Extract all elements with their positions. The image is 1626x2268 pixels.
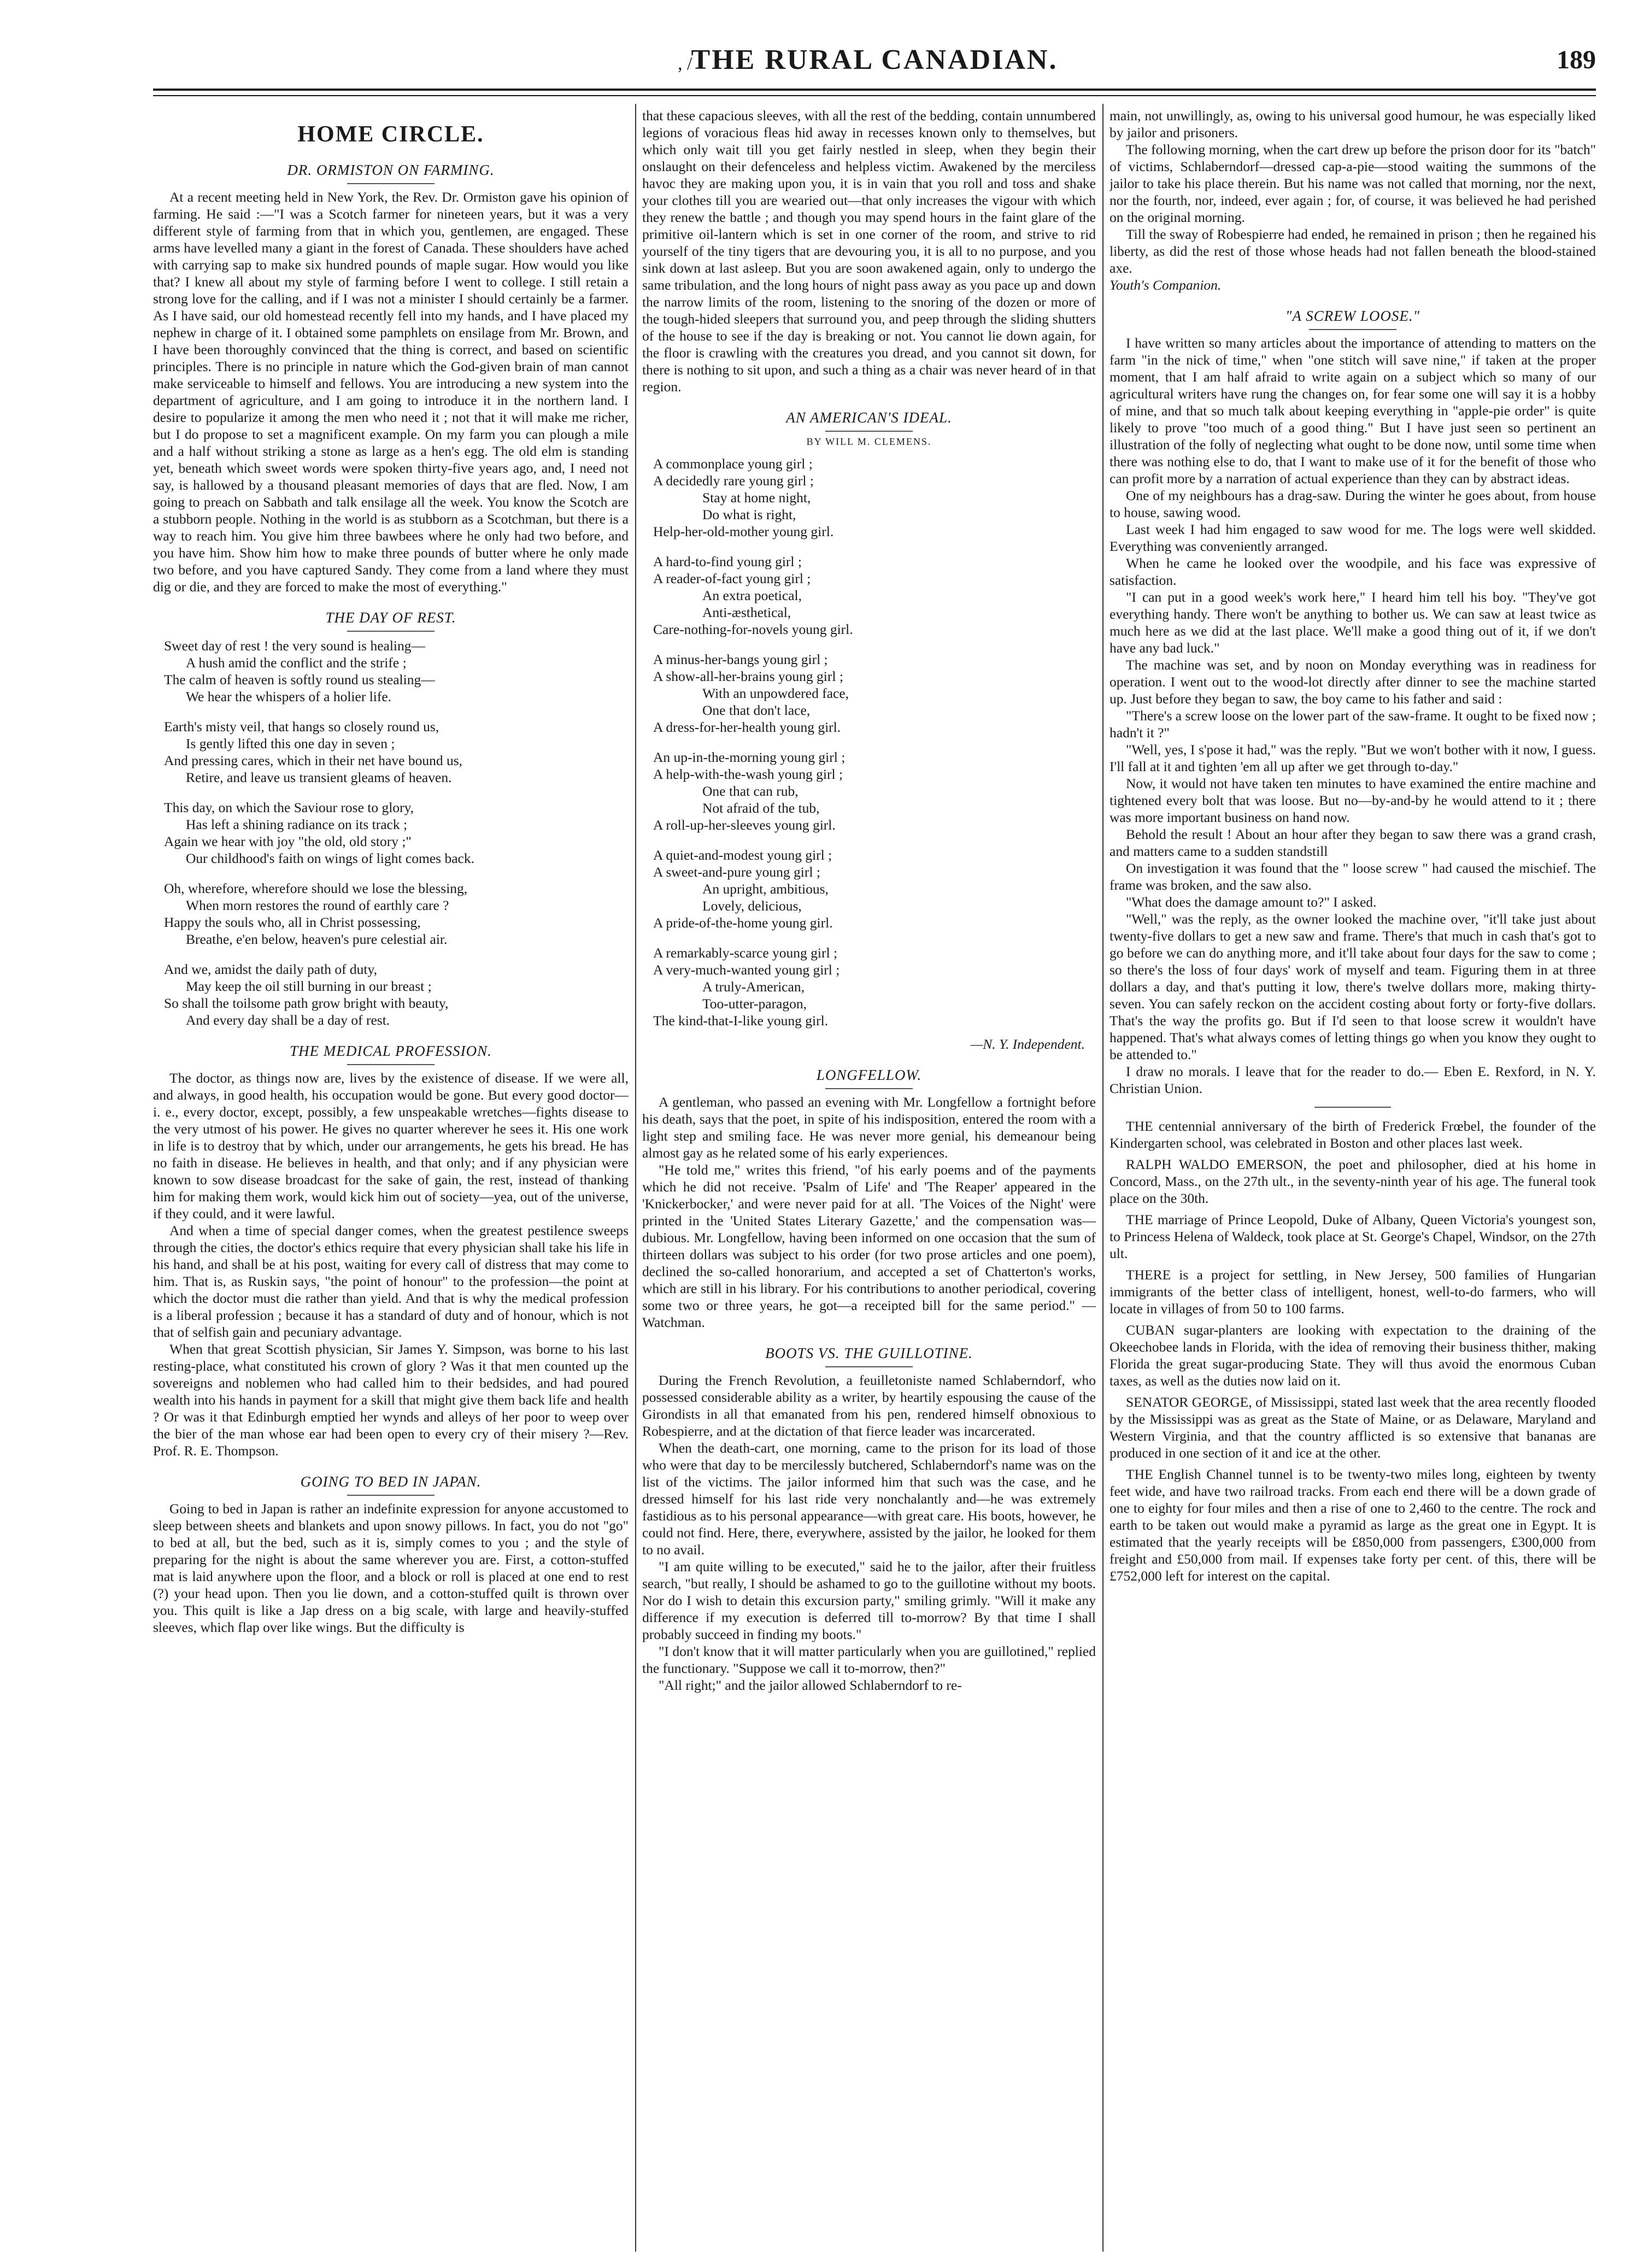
article-paragraph: When he came he looked over the woodpile, and his face was expressive of satisfaction. <box>1110 555 1596 588</box>
article-paragraph: "He told me," writes this friend, "of his early poems and of the payments which he did not receive. 'Psalm of Life' and 'The Reaper' appeared in the 'Knickerbocker,' and were never paid for at all. 'The Voices of the Night' were printed in the 'United States Literary Gazette,' and the compensation was—dubious. Mr. Longfellow, having been informed on one occasion that the sum of thirteen dollars was subject to his order (for two prose articles and one poem), declined the so-called honorarium, and accepted a set of Chatterton's works, which are still in his library. For his contributions to another periodical, covering some two or three years, he got—a receipted bill for the same period." —Watchman. <box>642 1162 1096 1330</box>
article-credit: Youth's Companion. <box>1110 277 1222 293</box>
section-heading: HOME CIRCLE. <box>297 122 484 147</box>
poem-stanza <box>164 799 629 867</box>
poem-line: A truly-American, <box>702 979 805 995</box>
article-paragraph: On investigation it was found that the " loose screw " had caused the mischief. The frame was broken, and the saw also. <box>1110 860 1596 893</box>
poem <box>653 455 1096 1029</box>
article-paragraph: When the death-cart, one morning, came to the prison for its load of those who were that day to be mercilessly butchered, Schlaberndorf's name was on the list of the victims. The jailor informed him that such was the case, and he dressed himself for his last ride very nonchalantly and—he was extremely fastidious as to his personal appearance—with great care. His boots, however, he could not find. Here, there, everywhere, assisted by the jailor, he looked for them to no avail. <box>642 1440 1096 1558</box>
article-paragraph: "I can put in a good week's work here," I heard him tell his boy. "They've got everything handy. There won't be anything to bother us. We can saw at least twice as much here as we did at the last place. We'll make a good thing out of it, if we don't have any bad luck." <box>1110 589 1596 656</box>
poem-line: And pressing cares, which in their net have bound us, <box>164 753 462 768</box>
header-rule-thin <box>153 95 1596 96</box>
newspaper-title: THE RURAL CANADIAN. <box>691 44 1058 75</box>
poem-line: Has left a shining radiance on its track ; <box>186 816 408 832</box>
poem-line: And we, amidst the daily path of duty, <box>164 961 377 977</box>
poem-line: We hear the whispers of a holier life. <box>186 689 392 704</box>
article-paragraph: A gentleman, who passed an evening with Mr. Longfellow a fortnight before his death, says that the poet, in spite of his indisposition, entered the room with a light step and smiling face. He was never more genial, his demeanour being almost gay as he related some of his early experiences. <box>642 1094 1096 1161</box>
article-paragraph: At a recent meeting held in New York, the Rev. Dr. Ormiston gave his opinion of farming. He said :—"I was a Scotch farmer for nineteen years, but it was a very different style of farming from that in which you, gentlemen, are engaged. These arms have levelled many a giant in the forest of Canada. These shoulders have ached with carrying sap to make six hundred pounds of maple sugar. How would you like that? I knew all about my style of farming before I went to college. I still retain a strong love for the calling, and if I was not a minister I should certainly be a farmer. As I have said, our old homestead recently fell into my hands, and I have placed my nephew in charge of it. I obtained some pamphlets on ensilage from Mr. Brown, and I have been thoroughly convinced that the thing is correct, and based on scientific principles. There is no principle in nature which the God-given brain of man cannot make serviceable to himself and fellows. You are introducing a new system into the department of agriculture, and I am going to introduce it in the northern land. I desire to popularize it among the men who need it ; not that it will make me richer, but I do propose to set a magnificent example. On my farm you can plough a mile and a half without striking a stone as large as a hen's egg. The old elm is standing yet, beneath which sweet words were spoken thirty-five years ago, and, I need not say, is hallowed by a thousand pleasant memories of days that are fled. Now, I am going to preach on Sabbath and talk ensilage all the week. You know the Scotch are a stubborn people. Nothing in the world is as stubborn as a Scotchman, but there is a way to reach him. You give him three bawbees where he only had two before, and you have him. Show him how to make three pounds of butter where he only made two before, and you have captured Sandy. They come from a land where they must dig or die, and they are forced to make the most of everything." <box>153 189 629 595</box>
stray-mark: , / <box>678 54 692 74</box>
poem-stanza <box>653 847 1096 931</box>
poem-line: Anti-æsthetical, <box>702 604 791 620</box>
poem-line: A commonplace young girl ; <box>653 456 813 472</box>
article-paragraph: Behold the result ! About an hour after they began to saw there was a grand crash, and matters came to a sudden standstill <box>1110 826 1596 859</box>
poem-line: So shall the toilsome path grow bright with beauty, <box>164 995 449 1011</box>
column-divider <box>635 104 636 2252</box>
article-paragraph: I draw no morals. I leave that for the reader to do.— Eben E. Rexford, in N. Y. Christian Union. <box>1110 1064 1596 1096</box>
poem-line: When morn restores the round of earthly care ? <box>186 897 449 913</box>
poem-line: Earth's misty veil, that hangs so closely round us, <box>164 719 439 735</box>
article-heading: BOOTS VS. THE GUILLOTINE. <box>642 1345 1096 1367</box>
article-paragraph: One of my neighbours has a drag-saw. During the winter he goes about, from house to house, sawing wood. <box>1110 487 1596 520</box>
poem-line: With an unpowdered face, <box>702 685 849 701</box>
article-paragraph: The doctor, as things now are, lives by the existence of disease. If we were all, and always, in good health, his occupation would be gone. But every good doctor—i. e., every doctor, except, possibly, a few unspeakable wretches—fights disease to the very utmost of his power. He gives no quarter wherever he sees it. His one work in life is to destroy that by which, under our arrangements, he gets his bread. He has no faith in disease. He believes in health, and that only; and if any physician were known to sow disease broadcast for the sake of gain, the rest, instead of thanking him for making them work, would kick him out of society—yea, out of the universe, if they could, and it were lawful. <box>153 1070 629 1221</box>
article-paragraph: Going to bed in Japan is rather an indefinite expression for anyone accustomed to sleep between sheets and blankets and upon snowy pillows. In fact, you do not "go" to bed at all, but the bed, such as it is, simply comes to you ; and the style of preparing for the night is about the same wherever you are. First, a cotton-stuffed mat is laid anywhere upon the floor, and a block or roll is placed at one end to rest (?) your head upon. Then you lie down, and a cotton-stuffed quilt is thrown over you. This quilt is like a Jap dress on a big scale, with large and heavily-stuffed sleeves, which flap over like wings. But the difficulty is <box>153 1501 629 1635</box>
poem-line: A dress-for-her-health young girl. <box>653 719 841 735</box>
poem-line: Breathe, e'en below, heaven's pure celestial air. <box>186 931 448 947</box>
poem-line: May keep the oil still burning in our breast ; <box>186 978 432 994</box>
article-paragraph: During the French Revolution, a feuilletoniste named Schlaberndorf, who possessed considerable ability as a writer, by heartily espousing the cause of the Girondists in all that emanated from his pen, rendered himself obnoxious to Robespierre, and at the dictation of that fierce leader was incarcerated. <box>642 1372 1096 1439</box>
poem-line: Is gently lifted this one day in seven ; <box>186 736 395 751</box>
poem-line: An up-in-the-morning young girl ; <box>653 749 846 765</box>
poem-line: Again we hear with joy "the old, old story ;" <box>164 833 412 849</box>
poem-line: Our childhood's faith on wings of light comes back. <box>186 850 474 866</box>
article-heading: DR. ORMISTON ON FARMING. <box>153 162 629 184</box>
poem-stanza <box>164 637 629 705</box>
poem-line: A remarkably-scarce young girl ; <box>653 945 838 961</box>
poem-stanza <box>653 455 1096 540</box>
news-item: THE marriage of Prince Leopold, Duke of Albany, Queen Victoria's youngest son, to Princess Helena of Waldeck, took place at St. George's Chapel, Windsor, on the 27th ult. <box>1110 1212 1596 1261</box>
poem-line: Oh, wherefore, wherefore should we lose the blessing, <box>164 880 468 896</box>
article-paragraph: Till the sway of Robespierre had ended, he remained in prison ; then he regained his liberty, as did the rest of those whose heads had not fallen beneath the blood-stained axe. <box>1110 226 1596 276</box>
poem-line: And every day shall be a day of rest. <box>186 1012 390 1028</box>
poem-line: Care-nothing-for-novels young girl. <box>653 621 853 637</box>
poem-line: A hard-to-find young girl ; <box>653 554 802 569</box>
poem-line: Retire, and leave us transient gleams of heaven. <box>186 769 452 785</box>
poem-line: A decidedly rare young girl ; <box>653 473 814 489</box>
article-paragraph: When that great Scottish physician, Sir James Y. Simpson, was borne to his last resting-place, what constituted his crown of glory ? Was it that men counted up the sovereigns and noblemen who had called him to their bedsides, and had poured wealth into his hands in payment for a skill that might give them back life and health ? Or was it that Edinburgh emptied her wynds and alleys of her poor to weep over the bier of the man whose ear had been open to every cry of their misery ?—Rev. Prof. R. E. Thompson. <box>153 1341 629 1459</box>
news-item: RALPH WALDO EMERSON, the poet and philosopher, died at his home in Concord, Mass., on the 27th ult., in the seventy-ninth year of his age. The funeral took place on the 30th. <box>1110 1156 1596 1206</box>
poem-credit: —N. Y. Independent. <box>970 1036 1085 1052</box>
article-paragraph: I have written so many articles about the importance of attending to matters on the farm "in the nick of time," when "one stitch will save nine," if taken at the proper moment, that I am half afraid to write again on a subject which so many of our agricultural writers have rung the changes on, for fear some one will say it is a hobby of mine, and that so much talk about keeping everything in "apple-pie order" is quite likely to prove "too much of a good thing." But I have just seen so pertinent an illustration of the folly of neglecting what ought to be done now, until some time when there was nothing else to do, that I want to make use of it for the benefit of those who can profit more by a narration of actual experience than they can by abstract ideas. <box>1110 335 1596 486</box>
article-paragraph: And when a time of special danger comes, when the greatest pestilence sweeps through the cities, the doctor's ethics require that every physician shall take his life in his hand, and shall be at his post, waiting for every call of distress that may come to him. That is, as Ruskin says, "the point of honour" to the profession—the point at which the doctor must die rather than yield. And that is why the medical profession is a liberal profession ; because it has a standard of duty and of honour, which is not that of selfish gain and pecuniary advantage. <box>153 1223 629 1340</box>
article-paragraph: "I am quite willing to be executed," said he to the jailor, after their fruitless search, "but really, I should be ashamed to go to the guillotine without my boots. Nor do I wish to detain this excursion party," smiling grimly. "Will it make any difference if my execution is deferred till to-morrow? By that time I shall probably succeed in finding my boots." <box>642 1559 1096 1642</box>
poem-line: Help-her-old-mother young girl. <box>653 524 834 539</box>
poem-line: The kind-that-I-like young girl. <box>653 1013 829 1029</box>
column-divider <box>1102 104 1103 2252</box>
poem-line: A roll-up-her-sleeves young girl. <box>653 817 836 833</box>
article-paragraph: Now, it would not have taken ten minutes to have examined the entire machine and tightened every bolt that was loose. But no—by-and-by he would attend to it ; there was more important business on hand now. <box>1110 775 1596 825</box>
poem-line: Sweet day of rest ! the very sound is healing— <box>164 638 426 654</box>
page-number: 189 <box>1557 45 1596 74</box>
poem-line: A pride-of-the-home young girl. <box>653 915 833 931</box>
poem-line: A hush amid the conflict and the strife ; <box>186 655 407 671</box>
article-paragraph: "What does the damage amount to?" I asked. <box>1126 894 1377 910</box>
poem-stanza <box>164 718 629 786</box>
news-item: SENATOR GEORGE, of Mississippi, stated last week that the area recently flooded by the Mississippi was as great as the State of Maine, or as Delaware, Maryland and Western Virginia, and that the country afflicted is so extensive that bananas are produced in one section of it and ice at the other. <box>1110 1394 1596 1461</box>
article-paragraph: "I don't know that it will matter particularly when you are guillotined," replied the functionary. "Suppose we call it to-morrow, then?" <box>642 1643 1096 1676</box>
column-1 <box>153 107 629 2249</box>
poem-heading: THE DAY OF REST. <box>153 609 629 632</box>
article-paragraph: The machine was set, and by noon on Monday everything was in readiness for operation. I went out to the wood-lot directly after dinner to see the machine started up. Just before they began to saw, the boy came to his father and said : <box>1110 657 1596 707</box>
poem-line: Too-utter-paragon, <box>702 996 807 1012</box>
article-heading: "A SCREW LOOSE." <box>1110 308 1596 330</box>
byline: BY WILL M. CLEMENS. <box>806 436 932 447</box>
poem-line: A very-much-wanted young girl ; <box>653 962 840 978</box>
poem-line: One that don't lace, <box>702 702 811 718</box>
poem-line: Lovely, delicious, <box>702 898 802 914</box>
article-paragraph: that these capacious sleeves, with all the rest of the bedding, contain unnumbered legions of voracious fleas hid away in recesses known only to themselves, but which only wait till you get fairly nestled in sleep, when they begin their onslaught on their defenceless and helpless victim. Awakened by the merciless havoc they are making upon you, it is in vain that you roll and toss and shake your clothes till you are wearied out—that only increases the vigour with which they renew the battle ; and though you may spend hours in the faint glare of the primitive oil-lantern which is set in one corner of the room, and strive to rid yourself of the tiny tigers that are devouring you, it is all to no purpose, and you sink down at last asleep. But you are soon awakened again, only to undergo the same tribulation, and the long hours of night pass away as you pace up and down the narrow limits of the room, listening to the snoring of the dozen or more of the tough-hided sleepers that surround you, and peep through the sliding shutters of the house to see if the day is breaking or not. You cannot lie down again, for the floor is crawling with the creatures you dread, and you cannot sit down, for there is nothing to sit upon, and such a thing as a chair was never heard of in that region. <box>642 108 1096 395</box>
news-item: THE centennial anniversary of the birth of Frederick Frœbel, the founder of the Kindergarten school, was celebrated in Boston and other places last week. <box>1110 1118 1596 1151</box>
poem-line: Stay at home night, <box>702 490 811 506</box>
article-paragraph: "Well," was the reply, as the owner looked the machine over, "it'll take just about twenty-five dollars to get a new saw and frame. There's that much in cash that's got to go before we can do anything more, and it'll take about four days for the saw to come ; so there's the loss of four days' work of myself and team. Figuring them in at three dollars a day, and that's putting it low, there's twelve dollars more, making thirty-seven. You can safely reckon on the accident costing about forty or forty-five dollars. That's the way the profits go. But if I'd seen to that loose screw it wouldn't have happened. That's what always comes of letting things go when you know they ought to be attended to." <box>1110 911 1596 1062</box>
poem-line: Do what is right, <box>702 507 796 522</box>
poem-line: A help-with-the-wash young girl ; <box>653 766 843 782</box>
article-paragraph: "All right;" and the jailor allowed Schlaberndorf to re- <box>659 1677 962 1693</box>
masthead <box>153 44 1596 79</box>
poem-line: A quiet-and-modest young girl ; <box>653 847 832 863</box>
article-heading: LONGFELLOW. <box>642 1067 1096 1089</box>
news-item: CUBAN sugar-planters are looking with expectation to the draining of the Okeechobee lands in Florida, with the idea of removing their business thither, making Florida the great sugar-producing State. They will thus avoid the enormous Cuban taxes, as well as the duties now laid on it. <box>1110 1322 1596 1389</box>
poem-stanza <box>653 651 1096 736</box>
poem-stanza <box>653 749 1096 833</box>
poem-stanza <box>653 944 1096 1029</box>
poem-line: An extra poetical, <box>702 587 802 603</box>
poem-line: Happy the souls who, all in Christ possessing, <box>164 914 421 930</box>
article-paragraph: "There's a screw loose on the lower part of the saw-frame. It ought to be fixed now ; hadn't it ?" <box>1110 708 1596 741</box>
poem-stanza <box>164 880 629 948</box>
poem-line: A minus-her-bangs young girl ; <box>653 651 828 667</box>
article-paragraph: "Well, yes, I s'pose it had," was the reply. "But we won't bother with it now, I guess. I'll fall at it and tighten 'em all up after we get through to-day." <box>1110 742 1596 774</box>
news-item: THERE is a project for settling, in New Jersey, 500 families of Hungarian immigrants of the better class of intelligent, honest, well-to-do farmers, who will locate in villages of from 50 to 100 farms. <box>1110 1267 1596 1317</box>
poem-heading: AN AMERICAN'S IDEAL. <box>642 409 1096 432</box>
article-paragraph: The following morning, when the cart drew up before the prison door for its "batch" of victims, Schlaberndorf—dressed cap-a-pie—stood waiting the summons of the jailor to take his place therein. But his name was not called that morning, nor the next, nor the fourth, nor, indeed, ever again ; for, of course, it was believed he had perished on the original morning. <box>1110 142 1596 225</box>
column-2 <box>642 107 1096 2249</box>
poem-line: This day, on which the Saviour rose to glory, <box>164 800 414 815</box>
poem-stanza <box>653 553 1096 638</box>
poem <box>164 637 629 1029</box>
poem-line: A sweet-and-pure young girl ; <box>653 864 820 880</box>
news-item: THE English Channel tunnel is to be twenty-two miles long, eighteen by twenty feet wide, and have two railroad tracks. From each end there will be a down grade of one to eighty for four miles and then a rise of one to 2,460 to the centre. The rock and earth to be taken out would make a pyramid as large as the great one in Egypt. It is estimated that the yearly receipts will be £850,000 from passengers, £300,000 from freight and £50,000 from mail. If expenses take forty per cent. of this, there will be £752,000 left for interest on the capital. <box>1110 1466 1596 1584</box>
article-heading: THE MEDICAL PROFESSION. <box>153 1043 629 1065</box>
divider-rule <box>1314 1107 1391 1108</box>
article-paragraph: Last week I had him engaged to saw wood for me. The logs were well skidded. Everything was conveniently arranged. <box>1110 521 1596 554</box>
poem-stanza <box>164 961 629 1029</box>
poem-line: An upright, ambitious, <box>702 881 829 897</box>
poem-line: A reader-of-fact young girl ; <box>653 571 811 586</box>
article-heading: GOING TO BED IN JAPAN. <box>153 1473 629 1496</box>
article-paragraph: main, not unwillingly, as, owing to his universal good humour, he was especially liked by jailor and prisoners. <box>1110 108 1596 140</box>
poem-line: Not afraid of the tub, <box>702 800 820 816</box>
column-3 <box>1110 107 1596 2249</box>
poem-line: One that can rub, <box>702 783 799 799</box>
poem-line: A show-all-her-brains young girl ; <box>653 668 843 684</box>
poem-line: The calm of heaven is softly round us stealing— <box>164 672 435 688</box>
header-rule <box>153 89 1596 91</box>
